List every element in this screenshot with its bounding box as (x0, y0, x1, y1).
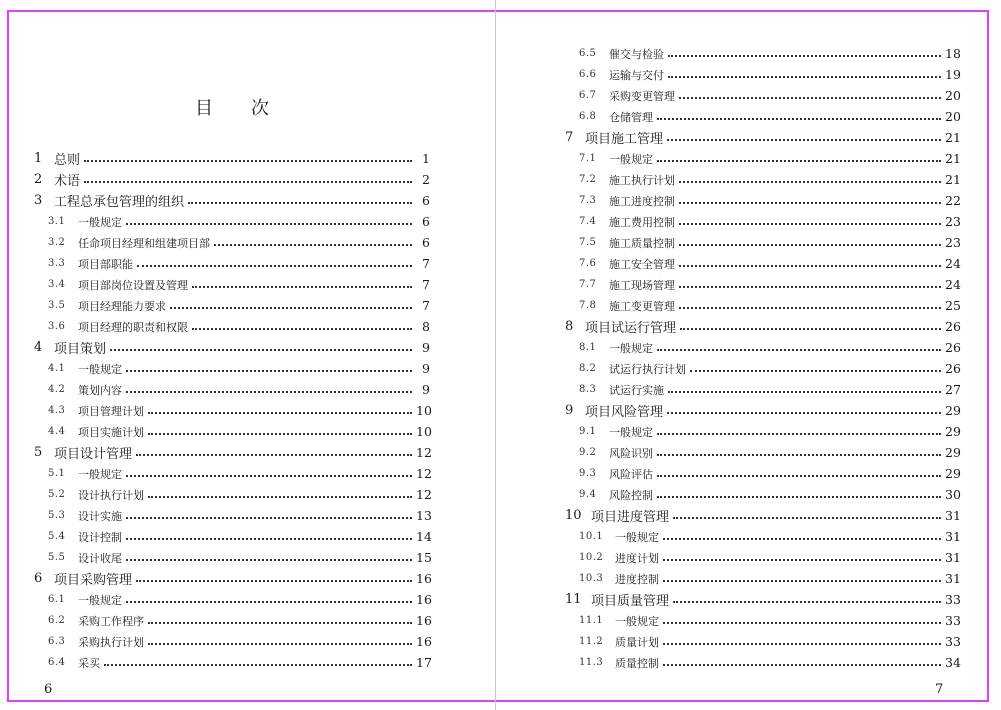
toc-entry-number: 4.2 (48, 384, 66, 395)
toc-dot-leader (668, 55, 941, 57)
toc-entry-page: 31 (945, 508, 961, 523)
toc-dot-leader (148, 433, 412, 435)
toc-entry-title: 一般规定 (78, 467, 122, 481)
toc-entry-number: 9.1 (579, 426, 597, 437)
toc-entry-number: 7.5 (579, 237, 597, 248)
toc-entry[interactable] (565, 190, 959, 211)
toc-entry[interactable] (565, 379, 959, 400)
toc-entry-title: 试运行执行计划 (609, 362, 686, 376)
toc-dot-leader (104, 664, 412, 666)
toc-dot-leader (136, 580, 412, 582)
toc-right-column (565, 43, 959, 673)
toc-entry-title: 工程总承包管理的组织 (54, 195, 185, 210)
toc-dot-leader (667, 412, 941, 414)
toc-entry-page: 21 (945, 172, 961, 187)
toc-entry-number: 6.4 (48, 657, 66, 668)
toc-entry-number: 4.4 (48, 426, 66, 437)
toc-entry[interactable] (565, 463, 959, 484)
toc-entry-page: 23 (945, 214, 961, 229)
toc-entry-page: 12 (416, 445, 432, 460)
toc-entry-number: 7.1 (579, 153, 597, 164)
toc-entry-page: 23 (945, 235, 961, 250)
toc-entry-number: 3.2 (48, 237, 66, 248)
toc-entry-page: 33 (945, 634, 961, 649)
toc-entry-page: 15 (416, 550, 432, 565)
toc-entry-page: 21 (945, 130, 961, 145)
toc-dot-leader (690, 370, 941, 372)
toc-entry-page: 6 (422, 193, 430, 208)
toc-entry[interactable] (565, 442, 959, 463)
toc-entry-number: 6.5 (579, 48, 597, 59)
toc-entry-title: 运输与交付 (609, 68, 664, 82)
toc-entry-title: 项目部职能 (78, 257, 133, 271)
toc-entry-number: 7.8 (579, 300, 597, 311)
toc-entry-number: 7.2 (579, 174, 597, 185)
toc-entry-title: 设计控制 (78, 530, 122, 544)
toc-entry-page: 31 (945, 550, 961, 565)
toc-dot-leader (126, 601, 412, 603)
toc-entry-number: 7.3 (579, 195, 597, 206)
right-page-number: 7 (935, 682, 944, 697)
toc-entry[interactable] (565, 589, 959, 610)
toc-entry[interactable] (565, 631, 959, 652)
toc-entry-title: 一般规定 (609, 341, 653, 355)
toc-dot-leader (663, 580, 941, 582)
toc-dot-leader (214, 244, 412, 246)
toc-entry[interactable] (34, 190, 430, 211)
toc-entry-page: 13 (416, 508, 432, 523)
toc-dot-leader (679, 181, 941, 183)
toc-entry-title: 进度控制 (615, 572, 659, 586)
toc-entry-number: 3.4 (48, 279, 66, 290)
toc-dot-leader (192, 286, 412, 288)
toc-entry[interactable] (34, 442, 430, 463)
toc-entry-page: 9 (422, 361, 430, 376)
toc-entry-number: 4 (34, 340, 43, 355)
toc-entry-page: 7 (422, 256, 430, 271)
toc-dot-leader (663, 538, 941, 540)
toc-entry-page: 20 (945, 109, 961, 124)
toc-entry-title: 任命项目经理和组建项目部 (78, 236, 210, 250)
toc-entry-page: 29 (945, 424, 961, 439)
toc-entry-number: 7.4 (579, 216, 597, 227)
toc-entry[interactable] (34, 148, 430, 169)
toc-entry-number: 6.2 (48, 615, 66, 626)
toc-entry-page: 1 (422, 151, 430, 166)
toc-entry-number: 4.3 (48, 405, 66, 416)
toc-entry-page: 29 (945, 403, 961, 418)
toc-entry-title: 一般规定 (78, 593, 122, 607)
toc-entry-title: 一般规定 (615, 530, 659, 544)
toc-dot-leader (148, 643, 412, 645)
toc-entry-number: 6.3 (48, 636, 66, 647)
toc-entry-number: 8.3 (579, 384, 597, 395)
toc-entry-title: 风险控制 (609, 488, 653, 502)
toc-dot-leader (84, 160, 412, 162)
toc-entry[interactable] (565, 316, 959, 337)
toc-entry-number: 8.2 (579, 363, 597, 374)
toc-entry-page: 8 (422, 319, 430, 334)
toc-dot-leader (679, 286, 941, 288)
toc-entry[interactable] (34, 568, 430, 589)
toc-entry-title: 项目进度管理 (591, 510, 670, 525)
toc-dot-leader (673, 601, 941, 603)
toc-left-column (34, 148, 430, 673)
toc-entry-title: 设计实施 (78, 509, 122, 523)
toc-dot-leader (663, 622, 941, 624)
toc-dot-leader (679, 307, 941, 309)
toc-dot-leader (148, 412, 412, 414)
toc-entry[interactable] (565, 505, 959, 526)
toc-entry-title: 试运行实施 (609, 383, 664, 397)
toc-entry-title: 一般规定 (615, 614, 659, 628)
toc-entry[interactable] (565, 526, 959, 547)
toc-entry[interactable] (34, 337, 430, 358)
toc-entry-title: 项目部岗位设置及管理 (78, 278, 188, 292)
toc-entry-page: 10 (416, 403, 432, 418)
toc-entry-number: 9.4 (579, 489, 597, 500)
toc-entry-number: 3.1 (48, 216, 66, 227)
toc-entry[interactable] (565, 484, 959, 505)
toc-entry-title: 项目采购管理 (54, 573, 133, 588)
toc-entry-page: 18 (945, 46, 961, 61)
toc-entry-number: 11.2 (579, 636, 604, 647)
toc-entry-page: 30 (945, 487, 961, 502)
toc-title-char-2: 次 (251, 98, 269, 119)
toc-entry-title: 进度计划 (615, 551, 659, 565)
toc-entry-number: 7.7 (579, 279, 597, 290)
toc-entry[interactable] (565, 358, 959, 379)
toc-entry-number: 9.3 (579, 468, 597, 479)
toc-entry-page: 17 (416, 655, 432, 670)
toc-entry-page: 7 (422, 298, 430, 313)
toc-entry-title: 项目实施计划 (78, 425, 144, 439)
toc-dot-leader (679, 97, 941, 99)
toc-entry-number: 5.2 (48, 489, 66, 500)
left-page-number: 6 (44, 682, 53, 697)
toc-entry-page: 6 (422, 214, 430, 229)
toc-entry-page: 16 (416, 571, 432, 586)
toc-entry[interactable] (34, 547, 430, 568)
toc-entry[interactable] (565, 232, 959, 253)
toc-entry-page: 26 (945, 361, 961, 376)
toc-dot-leader (170, 307, 412, 309)
toc-entry-number: 9 (565, 403, 574, 418)
toc-dot-leader (126, 475, 412, 477)
toc-entry-page: 27 (945, 382, 961, 397)
toc-entry-page: 20 (945, 88, 961, 103)
toc-entry-number: 7 (565, 130, 574, 145)
toc-entry-number: 3.6 (48, 321, 66, 332)
toc-entry-number: 5.1 (48, 468, 66, 479)
toc-entry-title: 采购变更管理 (609, 89, 675, 103)
toc-entry[interactable] (565, 610, 959, 631)
toc-entry-number: 10.1 (579, 531, 604, 542)
toc-entry[interactable] (34, 211, 430, 232)
toc-entry-title: 项目质量管理 (591, 594, 670, 609)
toc-dot-leader (126, 559, 412, 561)
toc-entry-number: 3.3 (48, 258, 66, 269)
toc-dot-leader (679, 244, 941, 246)
toc-entry-number: 10.3 (579, 573, 604, 584)
toc-entry-page: 2 (422, 172, 430, 187)
toc-entry-number: 5 (34, 445, 43, 460)
toc-entry-page: 24 (945, 277, 961, 292)
toc-entry[interactable] (565, 127, 959, 148)
toc-entry-page: 12 (416, 466, 432, 481)
toc-entry-title: 总则 (54, 153, 81, 168)
toc-dot-leader (657, 496, 941, 498)
toc-entry-title: 施工进度控制 (609, 194, 675, 208)
toc-dot-leader (673, 517, 941, 519)
toc-entry[interactable] (34, 358, 430, 379)
toc-dot-leader (84, 181, 412, 183)
toc-entry-title: 质量计划 (615, 635, 659, 649)
toc-entry[interactable] (565, 652, 959, 673)
toc-entry-number: 2 (34, 172, 43, 187)
toc-entry-title: 策划内容 (78, 383, 122, 397)
toc-entry-page: 31 (945, 529, 961, 544)
toc-entry-title: 设计收尾 (78, 551, 122, 565)
toc-dot-leader (663, 664, 941, 666)
toc-entry-page: 9 (422, 382, 430, 397)
toc-entry-page: 29 (945, 445, 961, 460)
toc-entry-number: 11.3 (579, 657, 604, 668)
toc-entry-title: 采买 (78, 656, 100, 670)
toc-dot-leader (657, 454, 941, 456)
toc-entry-number: 10.2 (579, 552, 604, 563)
toc-entry-title: 施工费用控制 (609, 215, 675, 229)
toc-entry-title: 风险评估 (609, 467, 653, 481)
toc-entry-number: 6.8 (579, 111, 597, 122)
toc-entry-number: 10 (565, 508, 582, 523)
toc-entry[interactable] (34, 400, 430, 421)
toc-entry[interactable] (565, 547, 959, 568)
toc-entry-title: 项目设计管理 (54, 447, 133, 462)
toc-entry-page: 12 (416, 487, 432, 502)
toc-entry[interactable] (34, 463, 430, 484)
toc-entry[interactable] (34, 253, 430, 274)
toc-dot-leader (126, 517, 412, 519)
toc-entry-title: 术语 (54, 174, 81, 189)
toc-entry-number: 6 (34, 571, 43, 586)
toc-entry-number: 6.1 (48, 594, 66, 605)
toc-entry[interactable] (565, 85, 959, 106)
toc-entry[interactable] (34, 295, 430, 316)
toc-dot-leader (679, 223, 941, 225)
toc-entry-page: 16 (416, 592, 432, 607)
toc-dot-leader (657, 433, 941, 435)
toc-entry[interactable] (34, 526, 430, 547)
toc-entry[interactable] (34, 631, 430, 652)
toc-entry-page: 34 (945, 655, 961, 670)
toc-entry-title: 风险识别 (609, 446, 653, 460)
toc-entry-number: 11.1 (579, 615, 604, 626)
toc-entry-number: 4.1 (48, 363, 66, 374)
toc-entry[interactable] (34, 652, 430, 673)
toc-dot-leader (679, 265, 941, 267)
toc-dot-leader (137, 265, 412, 267)
toc-entry[interactable] (34, 484, 430, 505)
toc-dot-leader (679, 202, 941, 204)
toc-entry-page: 26 (945, 340, 961, 355)
toc-dot-leader (668, 391, 941, 393)
toc-entry-number: 8.1 (579, 342, 597, 353)
toc-entry-number: 1 (34, 151, 43, 166)
toc-entry-title: 项目管理计划 (78, 404, 144, 418)
toc-entry[interactable] (34, 379, 430, 400)
toc-entry-number: 5.5 (48, 552, 66, 563)
toc-entry-title: 项目经理的职责和权限 (78, 320, 188, 334)
toc-entry-page: 26 (945, 319, 961, 334)
toc-entry-number: 8 (565, 319, 574, 334)
toc-dot-leader (668, 76, 941, 78)
toc-entry-page: 6 (422, 235, 430, 250)
toc-entry-page: 10 (416, 424, 432, 439)
toc-entry-page: 7 (422, 277, 430, 292)
toc-entry-number: 9.2 (579, 447, 597, 458)
toc-entry-number: 5.3 (48, 510, 66, 521)
toc-entry-page: 31 (945, 571, 961, 586)
toc-entry-title: 一般规定 (609, 152, 653, 166)
toc-entry-title: 施工质量控制 (609, 236, 675, 250)
toc-dot-leader (680, 328, 941, 330)
toc-entry-page: 29 (945, 466, 961, 481)
toc-entry-title: 项目经理能力要求 (78, 299, 166, 313)
toc-entry-title: 施工现场管理 (609, 278, 675, 292)
book-spine-divider (495, 0, 496, 710)
toc-entry-title: 项目风险管理 (585, 405, 664, 420)
toc-dot-leader (126, 538, 412, 540)
toc-entry[interactable] (34, 169, 430, 190)
toc-dot-leader (663, 559, 941, 561)
toc-entry-title: 一般规定 (78, 215, 122, 229)
toc-entry[interactable] (34, 589, 430, 610)
toc-entry-page: 24 (945, 256, 961, 271)
toc-entry-page: 21 (945, 151, 961, 166)
toc-entry-page: 14 (416, 529, 432, 544)
toc-entry-number: 6.7 (579, 90, 597, 101)
toc-entry[interactable] (565, 253, 959, 274)
toc-dot-leader (188, 202, 412, 204)
toc-entry-page: 16 (416, 613, 432, 628)
toc-entry-number: 5.4 (48, 531, 66, 542)
toc-dot-leader (110, 349, 412, 351)
toc-dot-leader (148, 496, 412, 498)
toc-entry[interactable] (34, 274, 430, 295)
toc-entry[interactable] (565, 568, 959, 589)
toc-entry[interactable] (34, 610, 430, 631)
toc-entry-title: 一般规定 (78, 362, 122, 376)
toc-dot-leader (136, 454, 412, 456)
toc-entry-title: 质量控制 (615, 656, 659, 670)
toc-dot-leader (657, 349, 941, 351)
toc-entry[interactable] (565, 337, 959, 358)
toc-entry-number: 11 (565, 592, 582, 607)
toc-entry-page: 19 (945, 67, 961, 82)
toc-entry[interactable] (34, 316, 430, 337)
toc-dot-leader (126, 391, 412, 393)
toc-entry-title: 项目施工管理 (585, 132, 664, 147)
toc-entry-title: 采购工作程序 (78, 614, 144, 628)
toc-entry-page: 25 (945, 298, 961, 313)
toc-entry-page: 9 (422, 340, 430, 355)
toc-dot-leader (657, 160, 941, 162)
toc-entry[interactable] (34, 505, 430, 526)
toc-dot-leader (663, 643, 941, 645)
toc-entry-title: 一般规定 (609, 425, 653, 439)
toc-entry-title: 项目策划 (54, 342, 107, 357)
toc-entry-page: 22 (945, 193, 961, 208)
toc-entry-number: 3.5 (48, 300, 66, 311)
toc-dot-leader (126, 370, 412, 372)
toc-entry[interactable] (565, 295, 959, 316)
toc-entry[interactable] (565, 211, 959, 232)
toc-entry-title: 施工执行计划 (609, 173, 675, 187)
toc-dot-leader (657, 118, 941, 120)
toc-entry-title: 项目试运行管理 (585, 321, 677, 336)
toc-entry-number: 6.6 (579, 69, 597, 80)
toc-dot-leader (667, 139, 941, 141)
toc-entry[interactable] (34, 421, 430, 442)
toc-entry[interactable] (565, 400, 959, 421)
toc-entry-title: 催交与检验 (609, 47, 664, 61)
toc-entry[interactable] (565, 64, 959, 85)
toc-entry-page: 33 (945, 613, 961, 628)
toc-entry[interactable] (565, 43, 959, 64)
toc-entry[interactable] (565, 169, 959, 190)
toc-entry[interactable] (565, 421, 959, 442)
toc-entry[interactable] (565, 274, 959, 295)
toc-entry[interactable] (565, 148, 959, 169)
toc-entry-number: 3 (34, 193, 43, 208)
toc-entry-title: 设计执行计划 (78, 488, 144, 502)
toc-dot-leader (148, 622, 412, 624)
toc-entry-title: 采购执行计划 (78, 635, 144, 649)
toc-entry-title: 施工安全管理 (609, 257, 675, 271)
toc-entry[interactable] (565, 106, 959, 127)
toc-entry-number: 7.6 (579, 258, 597, 269)
toc-dot-leader (657, 475, 941, 477)
toc-title-char-1: 目 (195, 98, 213, 119)
toc-title (195, 94, 269, 120)
toc-entry-title: 施工变更管理 (609, 299, 675, 313)
toc-entry[interactable] (34, 232, 430, 253)
toc-entry-page: 33 (945, 592, 961, 607)
toc-dot-leader (126, 223, 412, 225)
toc-dot-leader (192, 328, 412, 330)
toc-entry-title: 仓储管理 (609, 110, 653, 124)
toc-entry-page: 16 (416, 634, 432, 649)
